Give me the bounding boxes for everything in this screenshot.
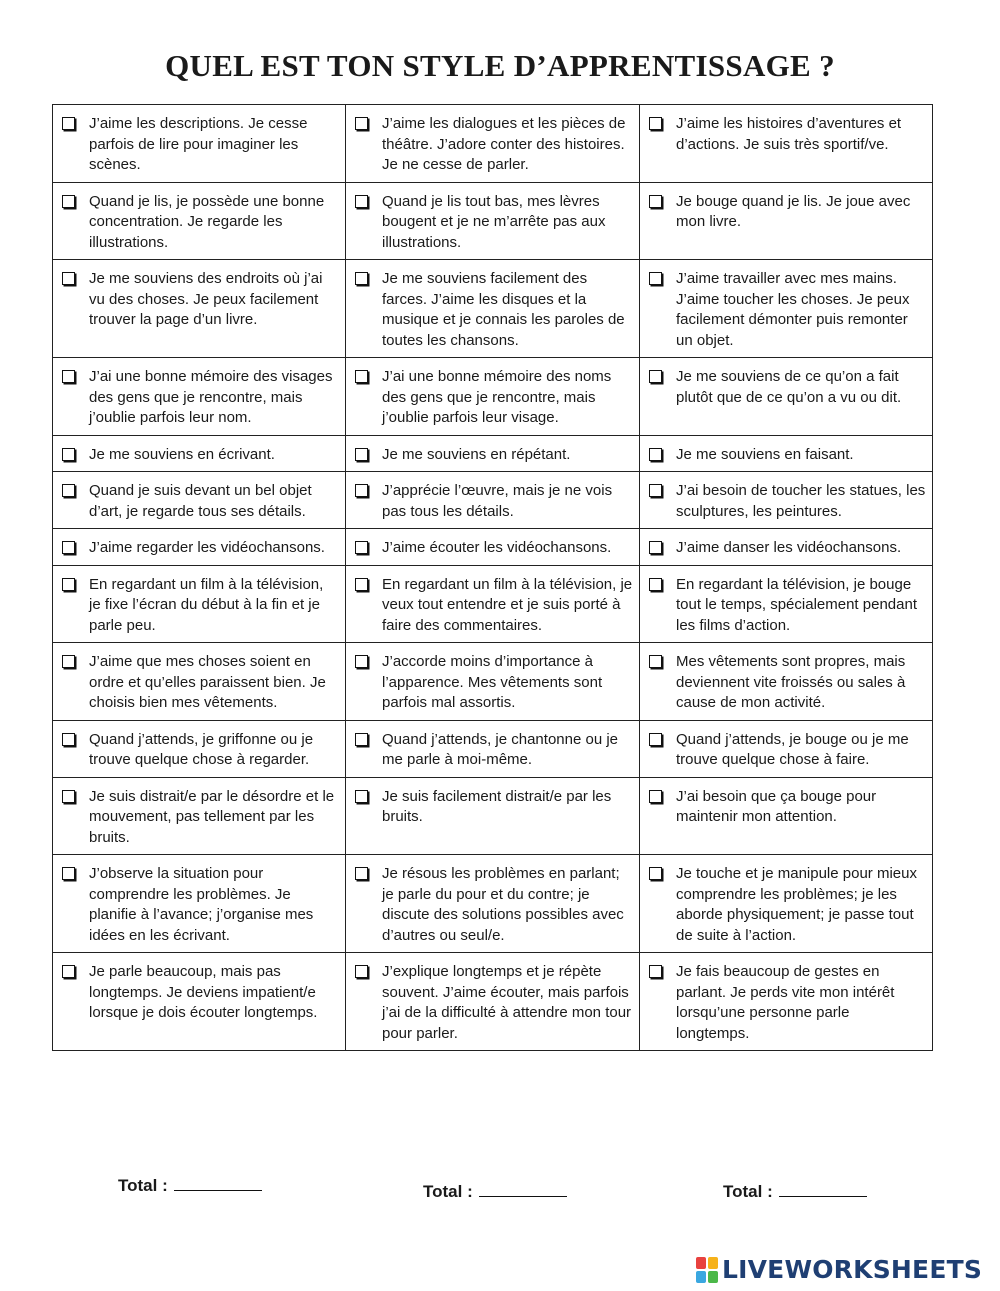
table-cell — [53, 358, 346, 436]
table-row — [53, 643, 933, 721]
checkbox-item[interactable] — [355, 652, 633, 714]
checkbox-label: J’aime écouter les vidéochansons. — [382, 539, 612, 556]
total-blank[interactable] — [779, 1180, 867, 1197]
checkbox-label: Quand j’attends, je bouge ou je me trouve quelque chose à faire. — [676, 730, 909, 768]
totals-row — [0, 1174, 1000, 1214]
checkbox-item[interactable] — [62, 962, 339, 1024]
table-cell — [346, 565, 640, 643]
table-cell — [640, 953, 933, 1051]
table-cell — [640, 435, 933, 472]
table-cell — [346, 953, 640, 1051]
checkbox-label: J’ai besoin de toucher les statues, les sculptures, les peintures. — [676, 482, 926, 520]
table-cell — [53, 182, 346, 260]
checkbox-icon[interactable] — [649, 448, 662, 461]
table-cell — [346, 720, 640, 777]
checkbox-item[interactable] — [355, 730, 633, 771]
checkbox-label: Je bouge quand je lis. Je joue avec mon livre. — [676, 192, 911, 230]
checkbox-icon[interactable] — [62, 733, 75, 746]
total-column-3[interactable] — [723, 1180, 867, 1202]
checkbox-icon[interactable] — [355, 733, 368, 746]
total-blank[interactable] — [174, 1174, 262, 1191]
total-column-2[interactable] — [423, 1180, 567, 1202]
table-cell — [346, 435, 640, 472]
checkbox-label: Je me souviens de ce qu’on a fait plutôt que de ce qu’on a vu ou dit. — [676, 368, 902, 406]
table-row — [53, 105, 933, 183]
checkbox-icon[interactable] — [62, 655, 75, 668]
table-row — [53, 358, 933, 436]
checkbox-label: J’aime les descriptions. Je cesse parfois de lire pour imaginer les scènes. — [89, 115, 308, 173]
checkbox-icon[interactable] — [62, 541, 75, 554]
checkbox-label: J’observe la situation pour comprendre les problèmes. Je planifie à l’avance; j’organise mes idées en les écrivant. — [89, 865, 314, 944]
table-row — [53, 472, 933, 529]
checkbox-item[interactable] — [355, 269, 633, 351]
table-cell — [346, 529, 640, 566]
logo-square-icon — [696, 1271, 706, 1283]
checkbox-icon[interactable] — [62, 867, 75, 880]
checkbox-icon[interactable] — [649, 867, 662, 880]
checkbox-icon[interactable] — [649, 195, 662, 208]
table-cell — [53, 435, 346, 472]
checkbox-icon[interactable] — [649, 541, 662, 554]
checkbox-item[interactable] — [355, 575, 633, 637]
checkbox-label: J’accorde moins d’importance à l’apparence. Mes vêtements sont parfois mal assortis. — [382, 653, 603, 711]
checkbox-item[interactable] — [649, 864, 926, 946]
table-cell — [53, 777, 346, 855]
total-column-1[interactable] — [118, 1174, 262, 1196]
checkbox-item[interactable] — [355, 962, 633, 1044]
checkbox-item[interactable] — [62, 367, 339, 429]
table-row — [53, 777, 933, 855]
checkbox-item[interactable] — [649, 192, 926, 233]
table-cell — [640, 260, 933, 358]
checkbox-item[interactable] — [62, 652, 339, 714]
checkbox-label: Je me souviens en faisant. — [676, 445, 854, 463]
checkbox-item[interactable] — [62, 481, 339, 522]
checkbox-item[interactable] — [62, 114, 339, 176]
table-row — [53, 435, 933, 472]
table-cell — [53, 855, 346, 953]
checkbox-icon[interactable] — [355, 370, 368, 383]
table-cell — [53, 260, 346, 358]
logo-text: LIVEWORKSHEETS — [722, 1255, 983, 1284]
table-cell — [346, 358, 640, 436]
checkbox-item[interactable] — [355, 445, 633, 466]
table-cell — [53, 643, 346, 721]
checkbox-item[interactable] — [62, 192, 339, 254]
table-cell — [346, 777, 640, 855]
checkbox-item[interactable] — [649, 269, 926, 351]
table-cell — [53, 953, 346, 1051]
table-row — [53, 720, 933, 777]
table-cell — [640, 643, 933, 721]
checkbox-icon[interactable] — [355, 117, 368, 130]
checkbox-label: J’aime les histoires d’aventures et d’actions. Je suis très sportif/ve. — [676, 115, 902, 153]
checkbox-item[interactable] — [355, 481, 633, 522]
checkbox-item[interactable] — [355, 864, 633, 946]
table-cell — [640, 565, 933, 643]
checkbox-icon[interactable] — [62, 965, 75, 978]
checkbox-item[interactable] — [649, 538, 926, 559]
table-cell — [640, 777, 933, 855]
checkbox-icon[interactable] — [355, 655, 368, 668]
checkbox-label: Je me souviens en écrivant. — [89, 445, 275, 463]
table-cell — [346, 182, 640, 260]
checkbox-item[interactable] — [649, 114, 926, 155]
checkbox-icon[interactable] — [62, 448, 75, 461]
checkbox-label: J’ai une bonne mémoire des noms des gens que je rencontre, mais j’oublie parfois leur visage. — [382, 368, 612, 426]
checkbox-icon[interactable] — [62, 484, 75, 497]
checkbox-item[interactable] — [62, 730, 339, 771]
checkbox-label: J’aime regarder les vidéochansons. — [89, 539, 325, 556]
total-label: Total : — [118, 1176, 168, 1195]
checkbox-label: J’aime danser les vidéochansons. — [676, 539, 902, 556]
table-cell — [53, 472, 346, 529]
checkbox-icon[interactable] — [355, 867, 368, 880]
checkbox-icon[interactable] — [649, 370, 662, 383]
checkbox-item[interactable] — [649, 962, 926, 1044]
checkbox-icon[interactable] — [355, 448, 368, 461]
checkbox-label: Je me souviens des endroits où j’ai vu des choses. Je peux facilement trouver la page d’un livre. — [89, 270, 323, 328]
checkbox-icon[interactable] — [355, 541, 368, 554]
checkbox-label: J’ai une bonne mémoire des visages des gens que je rencontre, mais j’oublie parfois leur nom. — [89, 368, 333, 426]
checkbox-label: Quand j’attends, je griffonne ou je trouve quelque chose à regarder. — [89, 730, 314, 768]
checkbox-icon[interactable] — [649, 117, 662, 130]
checkbox-icon[interactable] — [355, 578, 368, 591]
table-row — [53, 260, 933, 358]
checkbox-label: J’ai besoin que ça bouge pour maintenir mon attention. — [676, 787, 877, 825]
table-cell — [53, 565, 346, 643]
table-cell — [640, 358, 933, 436]
checkbox-icon[interactable] — [355, 790, 368, 803]
checkbox-icon[interactable] — [62, 195, 75, 208]
page-title: QUEL EST TON STYLE D’APPRENTISSAGE ? — [165, 48, 835, 83]
table-cell — [346, 472, 640, 529]
checkbox-label: Quand je suis devant un bel objet d’art, je regarde tous ses détails. — [89, 482, 312, 520]
logo-square-icon — [708, 1271, 718, 1283]
checkbox-icon[interactable] — [649, 655, 662, 668]
checkbox-label: Je suis facilement distrait/e par les bruits. — [382, 787, 612, 825]
checkbox-label: Mes vêtements sont propres, mais deviennent vite froissés ou sales à cause de mon activité. — [676, 653, 906, 711]
total-label: Total : — [423, 1182, 473, 1201]
table-cell — [640, 855, 933, 953]
checkbox-label: Je suis distrait/e par le désordre et le mouvement, pas tellement par les bruits. — [89, 787, 335, 846]
checkbox-icon[interactable] — [62, 578, 75, 591]
liveworksheets-logo-icon — [696, 1257, 718, 1283]
checkbox-label: Je me souviens facilement des farces. J’aime les disques et la musique et je connais les paroles de toutes les chansons. — [382, 270, 625, 349]
checkbox-icon[interactable] — [649, 578, 662, 591]
total-label: Total : — [723, 1182, 773, 1201]
checkbox-icon[interactable] — [62, 272, 75, 285]
checkbox-label: J’explique longtemps et je répète souvent. J’aime écouter, mais parfois j’ai de la difficulté à attendre mon tour pour parler. — [382, 963, 632, 1042]
questionnaire-table — [52, 104, 933, 1051]
checkbox-label: Je résous les problèmes en parlant; je parle du pour et du contre; je discute des solutions possibles avec d’autres ou seul/e. — [382, 865, 624, 944]
checkbox-label: En regardant la télévision, je bouge tout le temps, spécialement pendant les films d’action. — [676, 575, 917, 634]
checkbox-label: J’aime travailler avec mes mains. J’aime toucher les choses. Je peux facilement démonter puis remonter un objet. — [676, 270, 910, 349]
checkbox-item[interactable] — [355, 192, 633, 254]
checkbox-icon[interactable] — [62, 370, 75, 383]
table-row — [53, 182, 933, 260]
checkbox-icon[interactable] — [649, 733, 662, 746]
checkbox-icon[interactable] — [649, 790, 662, 803]
checkbox-item[interactable] — [649, 730, 926, 771]
checkbox-icon[interactable] — [355, 484, 368, 497]
checkbox-label: J’aime les dialogues et les pièces de théâtre. J’adore conter des histoires. Je ne cesse de parler. — [382, 115, 626, 173]
checkbox-item[interactable] — [62, 445, 339, 466]
checkbox-item[interactable] — [355, 114, 633, 176]
checkbox-item[interactable] — [649, 652, 926, 714]
logo-square-icon — [696, 1257, 706, 1269]
checkbox-label: Je parle beaucoup, mais pas longtemps. Je deviens impatient/e lorsque je dois écouter longtemps. — [89, 963, 318, 1021]
table-cell — [346, 855, 640, 953]
checkbox-label: Je fais beaucoup de gestes en parlant. Je perds vite mon intérêt lorsqu’une personne parle longtemps. — [676, 963, 895, 1042]
checkbox-item[interactable] — [355, 367, 633, 429]
checkbox-label: En regardant un film à la télévision, je veux tout entendre et je suis porté à faire des commentaires. — [382, 575, 633, 634]
checkbox-label: Je touche et je manipule pour mieux comprendre les problèmes; je les aborde physiquement; je passe tout de suite à l’action. — [676, 865, 917, 944]
checkbox-label: Je me souviens en répétant. — [382, 445, 571, 463]
checkbox-label: Quand je lis tout bas, mes lèvres bougent et je ne m’arrête pas aux illustrations. — [382, 192, 606, 251]
table-cell — [346, 105, 640, 183]
table-cell — [640, 182, 933, 260]
table-cell — [53, 105, 346, 183]
table-cell — [640, 472, 933, 529]
checkbox-item[interactable] — [355, 538, 633, 559]
checkbox-icon[interactable] — [62, 117, 75, 130]
checkbox-item[interactable] — [62, 538, 339, 559]
table-cell — [640, 720, 933, 777]
checkbox-icon[interactable] — [649, 272, 662, 285]
checkbox-item[interactable] — [62, 575, 339, 637]
total-blank[interactable] — [479, 1180, 567, 1197]
logo-square-icon — [708, 1257, 718, 1269]
checkbox-item[interactable] — [649, 575, 926, 637]
table-row — [53, 529, 933, 566]
checkbox-item[interactable] — [649, 787, 926, 828]
table-cell — [640, 105, 933, 183]
liveworksheets-logo — [696, 1255, 982, 1284]
checkbox-icon[interactable] — [355, 195, 368, 208]
checkbox-item[interactable] — [62, 864, 339, 946]
table-row — [53, 565, 933, 643]
checkbox-item[interactable] — [649, 481, 926, 522]
table-cell — [346, 260, 640, 358]
checkbox-label: J’apprécie l’œuvre, mais je ne vois pas tous les détails. — [382, 482, 613, 520]
checkbox-icon[interactable] — [355, 272, 368, 285]
checkbox-item[interactable] — [355, 787, 633, 828]
checkbox-item[interactable] — [62, 269, 339, 331]
checkbox-label: En regardant un film à la télévision, je fixe l’écran du début à la fin et je parle peu. — [89, 575, 324, 634]
checkbox-label: J’aime que mes choses soient en ordre et qu’elles paraissent bien. Je choisis bien mes vêtements. — [89, 653, 326, 711]
table-cell — [640, 529, 933, 566]
checkbox-icon[interactable] — [62, 790, 75, 803]
checkbox-icon[interactable] — [649, 965, 662, 978]
table-cell — [53, 720, 346, 777]
table-row — [53, 953, 933, 1051]
checkbox-item[interactable] — [649, 445, 926, 466]
table-cell — [346, 643, 640, 721]
checkbox-item[interactable] — [62, 787, 339, 849]
checkbox-item[interactable] — [649, 367, 926, 408]
table-cell — [53, 529, 346, 566]
checkbox-icon[interactable] — [355, 965, 368, 978]
checkbox-label: Quand je lis, je possède une bonne concentration. Je regarde les illustrations. — [89, 192, 325, 251]
table-row — [53, 855, 933, 953]
checkbox-icon[interactable] — [649, 484, 662, 497]
checkbox-label: Quand j’attends, je chantonne ou je me parle à moi-même. — [382, 730, 619, 768]
